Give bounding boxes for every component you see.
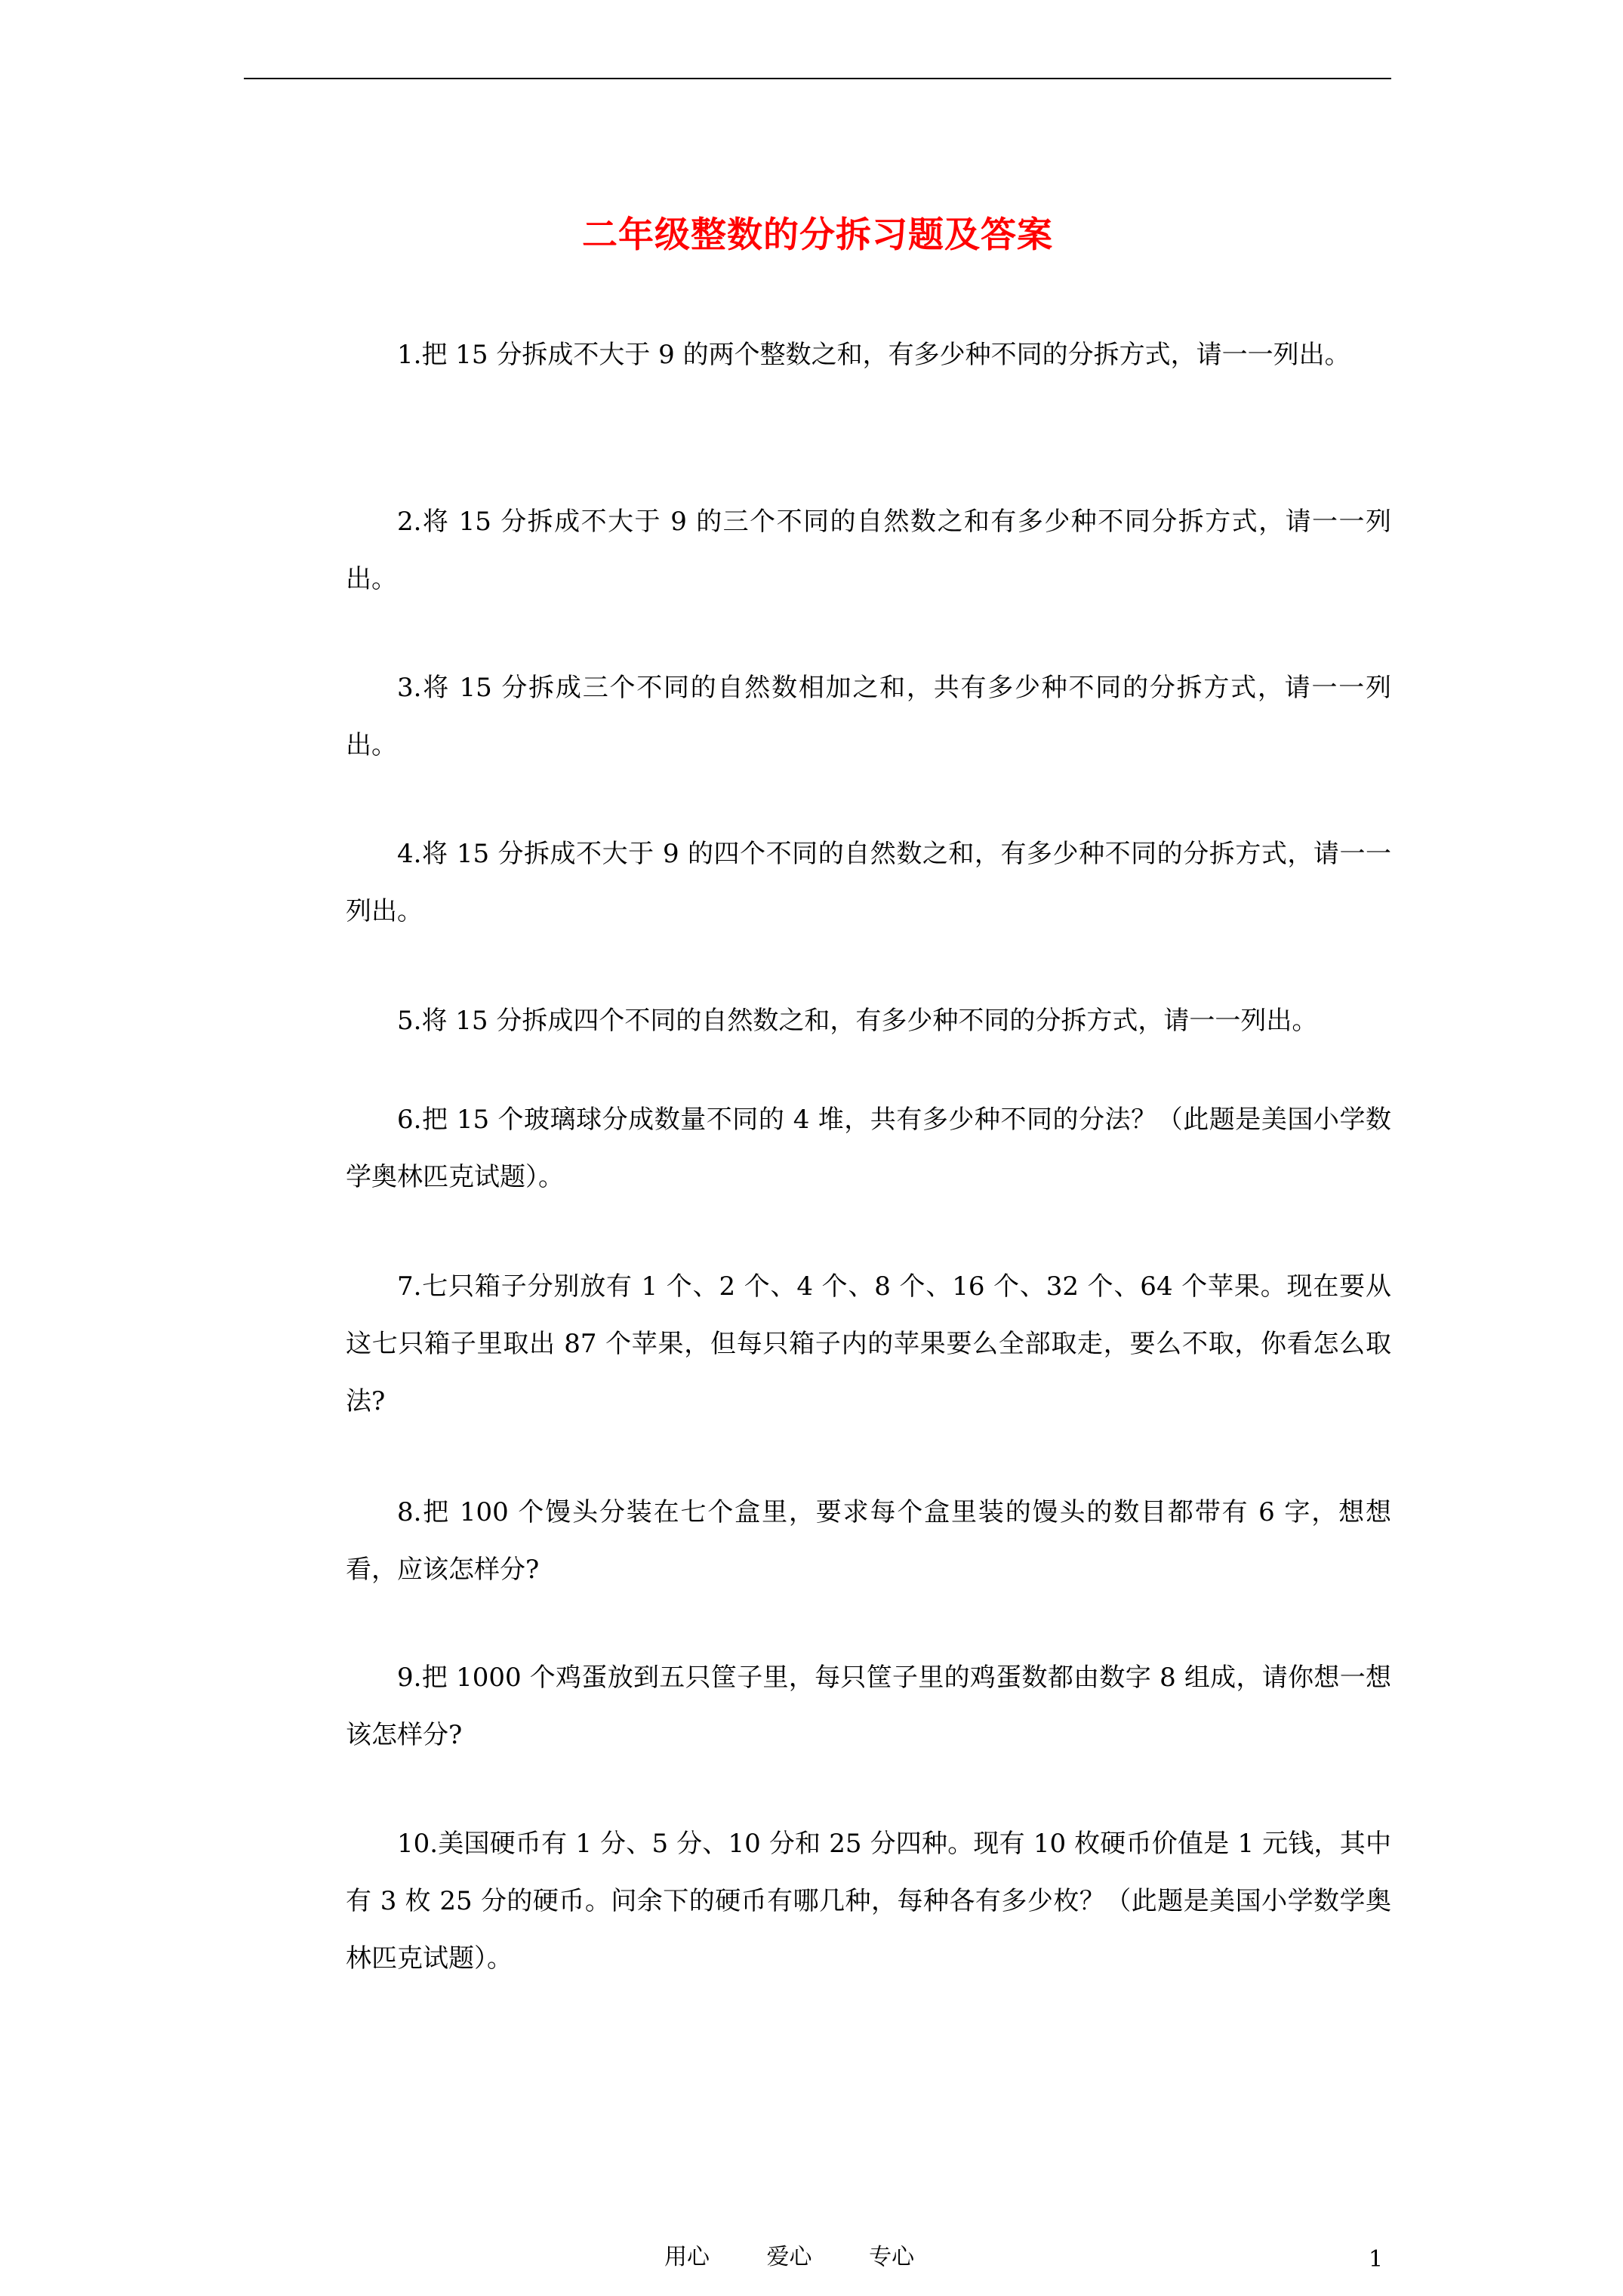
question-8: 8.把 100 个馒头分装在七个盒里，要求每个盒里装的馒头的数目都带有 6 字，想想看，应该怎样分? [346,1497,1391,1585]
footer-motto [664,2242,964,2273]
question-7: 7.七只箱子分别放有 1 个、2 个、4 个、8 个、16 个、32 个、64 个苹果。现在要从这七只箱子里取出 87 个苹果，但每只箱子内的苹果要么全部取走，要么不取，你看怎么取法? [346,1271,1391,1416]
question-1: 1.把 15 分拆成不大于 9 的两个整数之和，有多少种不同的分拆方式，请一一列出。 [397,340,1350,370]
document-title: 二年级整数的分拆习题及答案 [582,214,1053,256]
question-6: 6.把 15 个玻璃球分成数量不同的 4 堆，共有多少种不同的分法？（此题是美国小学数学奥林匹克试题）。 [346,1105,1391,1192]
question-5: 5.将 15 分拆成四个不同的自然数之和，有多少种不同的分拆方式，请一一列出。 [397,1006,1318,1036]
question-9: 9.把 1000 个鸡蛋放到五只筐子里，每只筐子里的鸡蛋数都由数字 8 组成，请你想一想该怎样分? [346,1663,1391,1750]
footer-motto-2: 爱心 [766,2244,812,2270]
page-number: 1 [1369,2246,1384,2273]
question-3: 3.将 15 分拆成三个不同的自然数相加之和，共有多少种不同的分拆方式，请一一列出。 [346,673,1391,760]
footer-motto-1: 用心 [664,2244,710,2270]
footer-motto-3: 专心 [869,2244,915,2270]
header-rule [244,78,1391,79]
question-2: 2.将 15 分拆成不大于 9 的三个不同的自然数之和有多少种不同分拆方式，请一一列出。 [346,507,1391,594]
question-4: 4.将 15 分拆成不大于 9 的四个不同的自然数之和，有多少种不同的分拆方式，请一一列出。 [346,839,1391,926]
question-10: 10.美国硬币有 1 分、5 分、10 分和 25 分四种。现有 10 枚硬币价值是 1 元钱，其中有 3 枚 25 分的硬币。问余下的硬币有哪几种，每种各有多少枚？（此题是美国小学数学奥林匹克试题）。 [346,1829,1391,1974]
